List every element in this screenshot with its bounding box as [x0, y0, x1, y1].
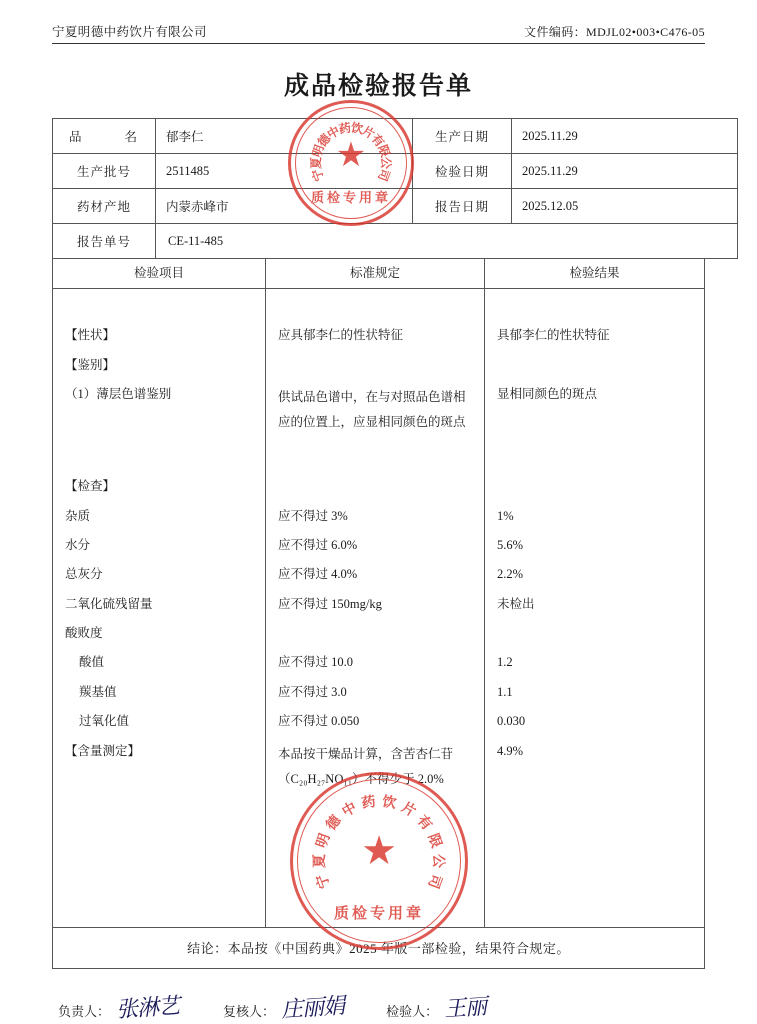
result-standard: 本品按干燥品计算，含苦杏仁苷 （C₂₀H₂₇NO₁₁）不得少于 2.0%: [266, 737, 485, 797]
result-item: 过氧化值: [79, 714, 130, 729]
result-item: 酸败度: [65, 626, 103, 640]
result-value: 1.2: [485, 648, 705, 677]
result-standard: 应具郁李仁的性状特征: [266, 321, 485, 350]
label-batch-no: 生产批号: [53, 154, 156, 189]
label-inspection-date: 检验日期: [413, 154, 512, 189]
table-row: [53, 502, 705, 531]
value-report-no: CE-11-485: [156, 224, 738, 259]
result-item: 二氧化硫残留量: [65, 596, 153, 611]
signature-label-reviewer: 复核人：: [223, 1003, 276, 1019]
value-production-date: 2025.11.29: [512, 119, 738, 154]
label-product-name: 品 名: [53, 119, 156, 154]
document-number: 文件编码：MDJL02•003•C476-05: [524, 25, 705, 39]
signature-label-inspector: 检验人：: [386, 1003, 439, 1019]
column-header-standard: 标准规定: [266, 259, 485, 289]
value-report-date: 2025.12.05: [512, 189, 738, 224]
seal-large-bottom-text: 质检专用章: [333, 905, 424, 922]
result-item: 酸值: [79, 655, 105, 670]
signature-block-inspector: [386, 989, 486, 1020]
results-header-row: [53, 259, 705, 289]
result-value: 5.6%: [485, 531, 705, 560]
document-header: [52, 22, 705, 44]
result-value: 4.9%: [485, 737, 705, 797]
label-production-date: 生产日期: [413, 119, 512, 154]
value-batch-no: 2511485: [156, 154, 413, 189]
value-inspection-date: 2025.11.29: [512, 154, 738, 189]
result-standard: [266, 472, 485, 501]
result-value: 2.2%: [485, 560, 705, 589]
conclusion-text: 结论：本品按《中国药典》2025 年版一部检验，结果符合规定。: [52, 928, 705, 969]
table-row: [53, 224, 738, 259]
value-product-name: 郁李仁: [156, 119, 413, 154]
signature-name-reviewer: 庄丽娟: [280, 993, 345, 1023]
result-standard: 应不得过 10.0: [266, 648, 485, 677]
result-standard: [266, 619, 485, 648]
seal-small-bottom-text: 质检专用章: [310, 190, 391, 206]
result-standard: 应不得过 0.050: [266, 707, 485, 736]
result-value: 1.1: [485, 678, 705, 707]
table-row: [53, 189, 738, 224]
seal-small-arc-text: 宁 夏 明 德 中 药 饮 片 有 限 公 司: [309, 120, 393, 184]
result-standard: 应不得过 3%: [266, 502, 485, 531]
column-header-item: 检验项目: [53, 259, 266, 289]
label-report-date: 报告日期: [413, 189, 512, 224]
label-origin: 药材产地: [53, 189, 156, 224]
table-row: [53, 590, 705, 619]
table-row: [53, 707, 705, 736]
seal-star-icon: ★: [335, 136, 367, 174]
spacer-row: [53, 440, 705, 472]
result-value: [485, 351, 705, 380]
table-row: [53, 648, 705, 677]
result-item: 水分: [65, 537, 91, 552]
result-value: 具郁李仁的性状特征: [485, 321, 705, 350]
result-value: 0.030: [485, 707, 705, 736]
table-row: [53, 321, 705, 350]
result-item: 【鉴别】: [65, 357, 116, 372]
result-standard: 应不得过 4.0%: [266, 560, 485, 589]
table-row: [53, 619, 705, 648]
table-row: [53, 380, 705, 440]
result-item: 【检查】: [65, 479, 116, 494]
results-table: [52, 259, 705, 928]
info-table: [52, 118, 738, 259]
label-report-no: 报告单号: [53, 224, 156, 259]
column-header-result: 检验结果: [485, 259, 705, 289]
signature-name-inspector: 王丽: [443, 994, 488, 1022]
table-row: [53, 351, 705, 380]
signature-row: [52, 989, 705, 1023]
signature-block-reviewer: [223, 989, 345, 1023]
result-item: （1）薄层色谱鉴别: [65, 387, 172, 402]
table-row: [53, 154, 738, 189]
result-value: [485, 472, 705, 501]
value-origin: 内蒙赤峰市: [156, 189, 413, 224]
result-standard: 应不得过 150mg/kg: [266, 590, 485, 619]
result-standard: [266, 351, 485, 380]
spacer-row: [53, 797, 705, 928]
signature-label-responsible: 负责人：: [58, 1003, 111, 1019]
result-item: 【性状】: [65, 328, 116, 343]
table-row: [53, 678, 705, 707]
result-item: 羰基值: [79, 684, 117, 699]
result-value: 显相同颜色的斑点: [485, 380, 705, 440]
result-item: 【含量测定】: [65, 743, 141, 758]
result-item: 杂质: [65, 508, 91, 523]
result-value: 未检出: [485, 590, 705, 619]
spacer-row: [53, 289, 705, 322]
seal-star-icon: ★: [361, 827, 397, 873]
result-standard: 供试品色谱中，在与对照品色谱相 应的位置上，应显相同颜色的斑点: [266, 380, 485, 440]
page-title: 成品检验报告单: [283, 73, 473, 100]
result-standard: 应不得过 3.0: [266, 678, 485, 707]
table-row: [53, 560, 705, 589]
result-standard: 应不得过 6.0%: [266, 531, 485, 560]
result-value: [485, 619, 705, 648]
result-item: 总灰分: [65, 567, 103, 582]
result-value: 1%: [485, 502, 705, 531]
table-row: [53, 472, 705, 501]
seal-large-arc-text: 宁 夏 明 德 中 药 饮 片 有 限 公 司: [313, 794, 445, 891]
table-row: [53, 737, 705, 797]
signature-name-responsible: 张淋艺: [115, 993, 180, 1023]
table-row: [53, 119, 738, 154]
signature-block-responsible: [58, 989, 180, 1023]
table-row: [53, 531, 705, 560]
company-name: 宁夏明德中药饮片有限公司: [52, 25, 207, 39]
